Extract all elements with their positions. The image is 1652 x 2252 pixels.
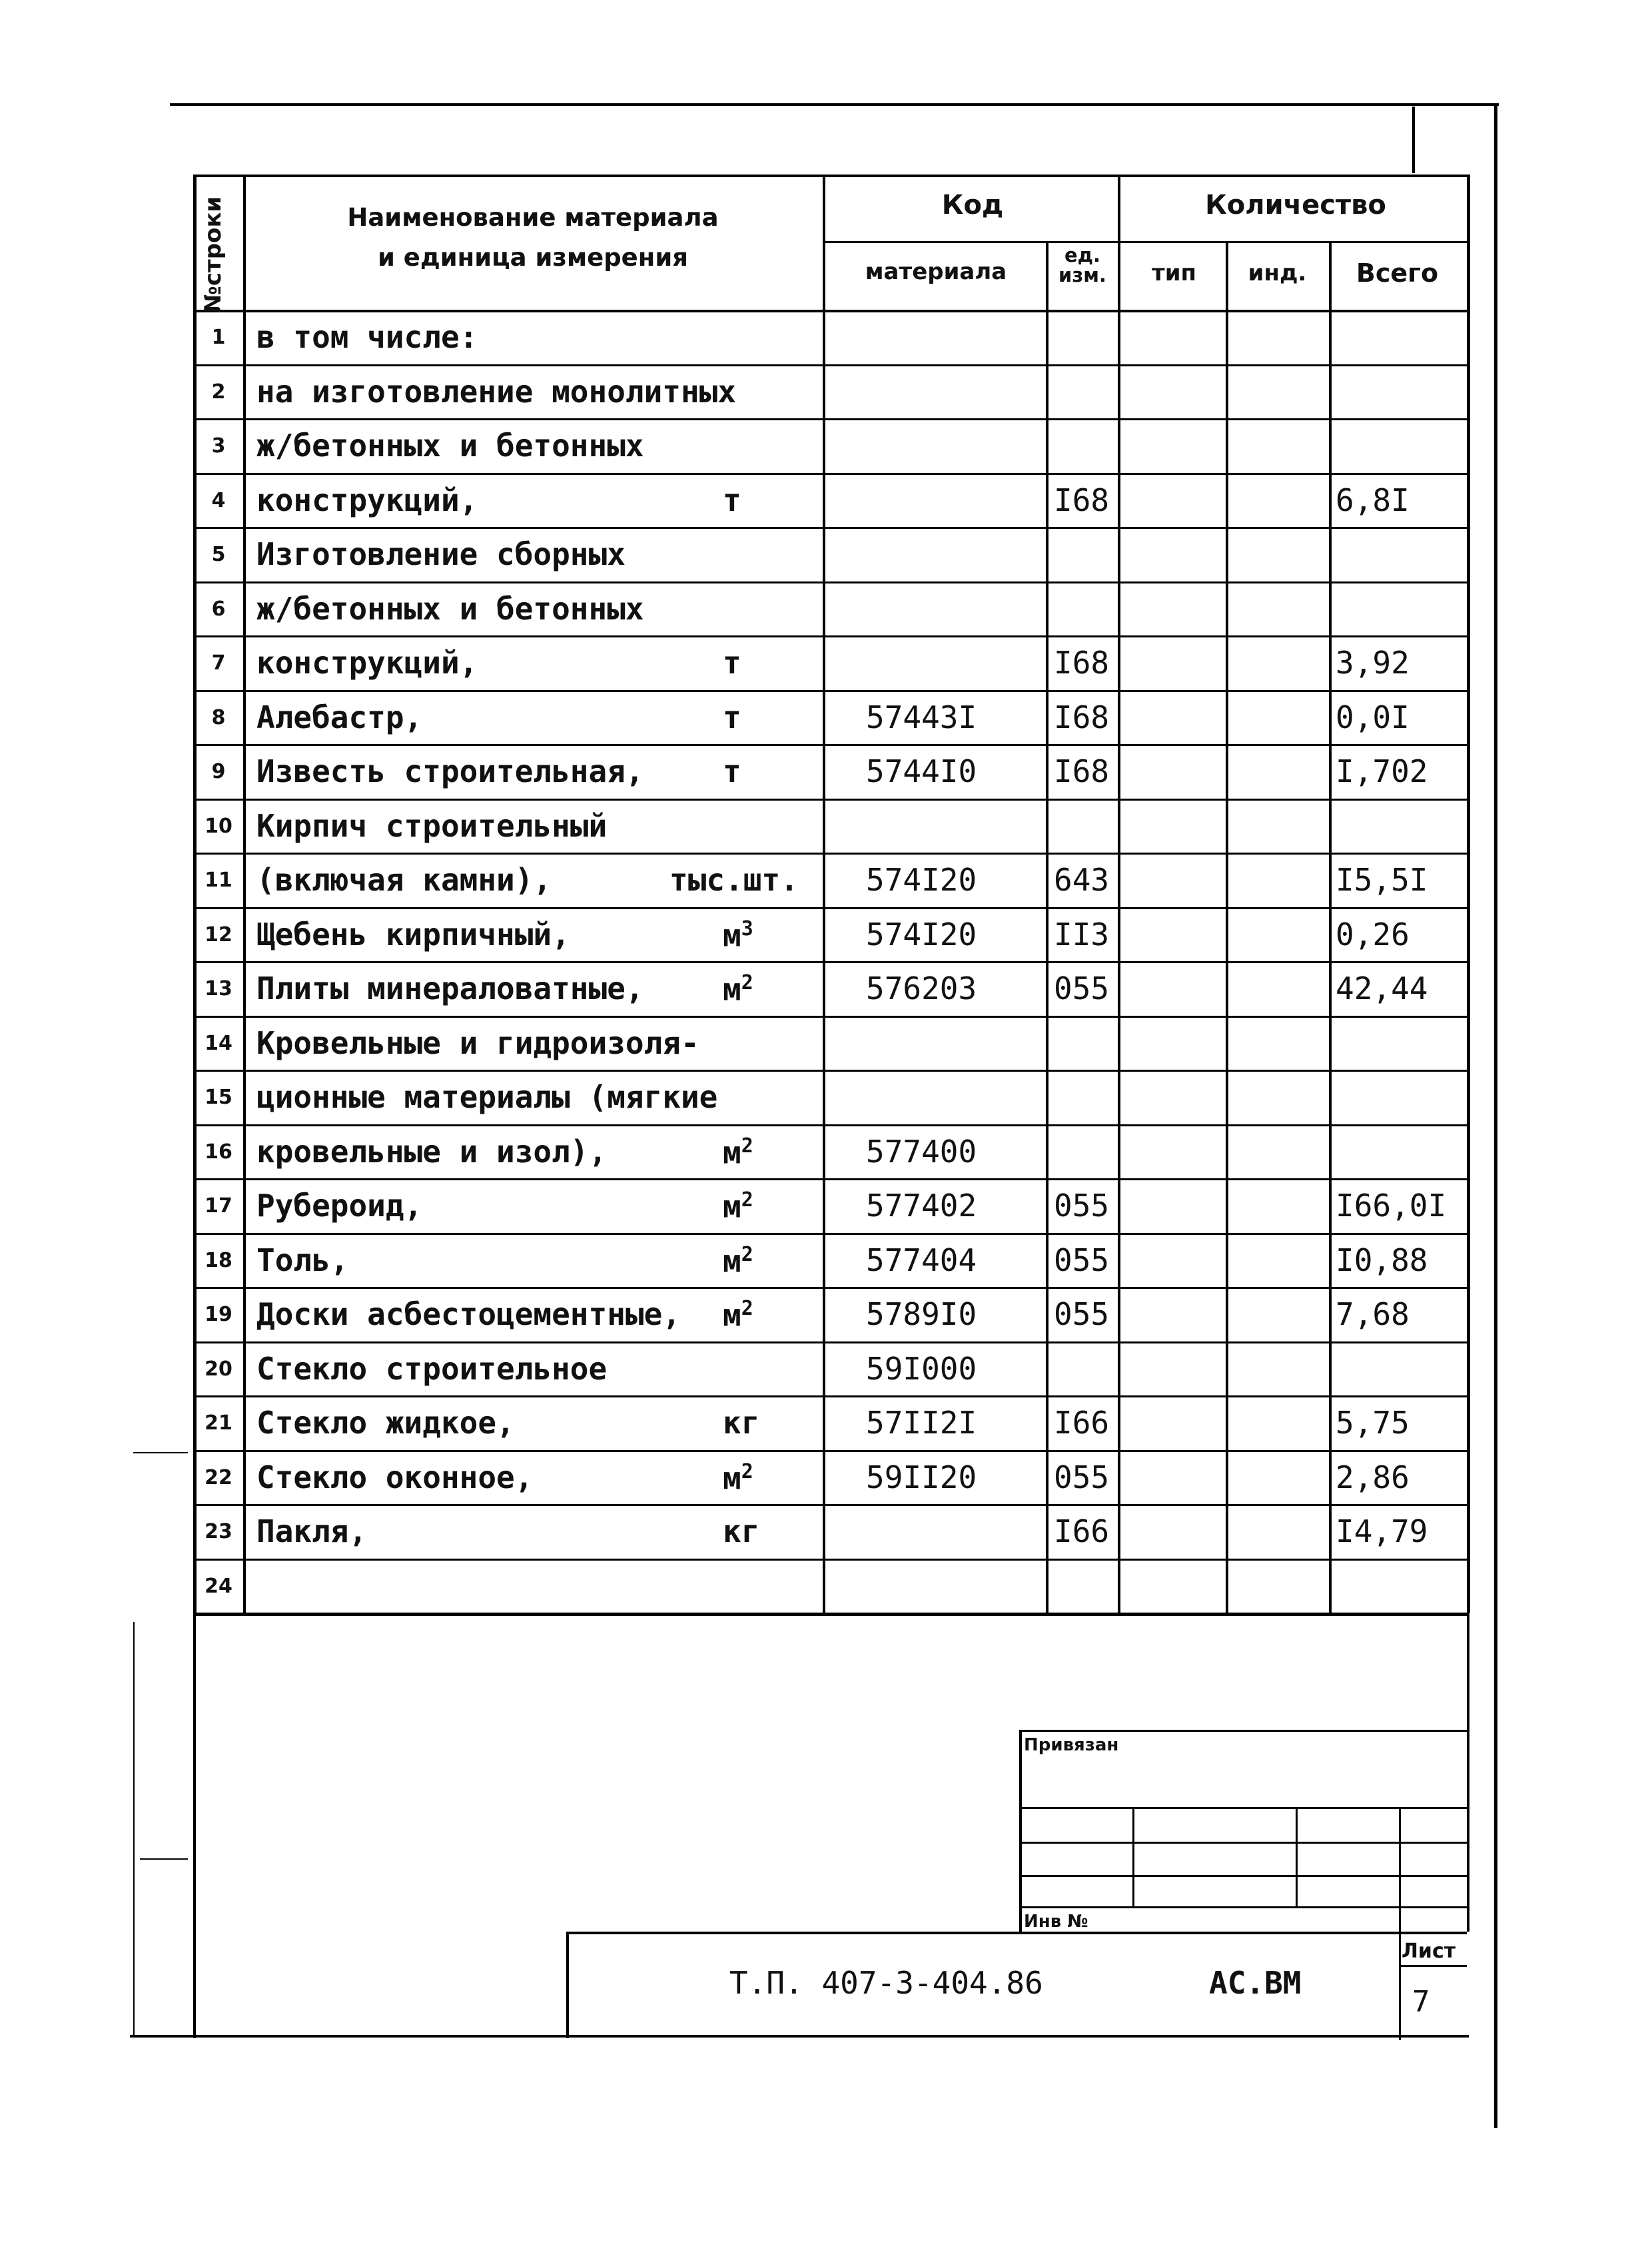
grid-name-line — [823, 175, 825, 1613]
title-inv-label: Инв № — [1024, 1912, 1088, 1932]
quantity-total: I,702 — [1336, 753, 1428, 789]
grid-row-line — [193, 744, 1467, 746]
row-number: 15 — [205, 1086, 232, 1109]
material-code: 59I000 — [866, 1350, 977, 1387]
title-mark: АС.ВМ — [1209, 1965, 1302, 2001]
quantity-total: 3,92 — [1336, 645, 1410, 681]
unit-code: 055 — [1054, 1188, 1110, 1224]
grid-right-line — [1467, 175, 1470, 1613]
unit-exponent: 2 — [741, 971, 753, 994]
unit-exponent: 2 — [741, 1188, 753, 1212]
material-name: Стекло строительное — [256, 1350, 608, 1387]
header-qty-total: Всего — [1356, 258, 1439, 288]
material-name: Кирпич строительный — [256, 807, 608, 844]
quantity-total: 6,8I — [1336, 482, 1410, 518]
material-name: ционные материалы (мягкие — [256, 1079, 718, 1115]
material-name: в том числе: — [256, 319, 478, 355]
material-unit: т — [723, 645, 741, 681]
unit-code: 055 — [1054, 1459, 1110, 1495]
unit-exponent: 2 — [741, 1134, 753, 1158]
row-number: 12 — [205, 923, 232, 946]
unit-code: 055 — [1054, 970, 1110, 1006]
material-unit: $м^3$ — [723, 917, 753, 953]
grid-bottom-line — [193, 1613, 1467, 1616]
material-unit: кг — [723, 1513, 760, 1549]
material-code: 577402 — [866, 1188, 977, 1224]
quantity-total: I5,5I — [1336, 862, 1428, 898]
material-unit: $м^2$ — [723, 1459, 753, 1496]
material-code: 57443I — [866, 699, 977, 735]
quantity-total: 42,44 — [1336, 970, 1428, 1006]
unit-exponent: 2 — [741, 1459, 753, 1483]
header-qty-type: тип — [1151, 260, 1197, 286]
unit-code: I68 — [1054, 753, 1110, 789]
row-number: 23 — [205, 1520, 232, 1543]
unit-exponent: 3 — [741, 917, 753, 940]
row-number: 20 — [205, 1357, 232, 1381]
material-name: Пакля, — [256, 1513, 368, 1549]
row-number: 2 — [211, 380, 226, 404]
quantity-total: 0,26 — [1336, 916, 1410, 952]
title-doc-code: Т.П. 407-3-404.86 — [729, 1965, 1043, 2001]
row-number: 9 — [211, 760, 226, 783]
row-number: 6 — [211, 597, 226, 621]
material-unit: т — [723, 482, 741, 518]
unit-exponent: 2 — [741, 1297, 753, 1320]
quantity-total: 0,0I — [1336, 699, 1410, 735]
row-number: 10 — [205, 814, 232, 838]
header-row-number: №строки — [200, 196, 226, 313]
header-code-unit: ед. изм. — [1058, 244, 1106, 287]
header-code-material: материала — [865, 258, 1007, 285]
grid-row-line — [193, 364, 1467, 366]
grid-rownum-line — [243, 175, 246, 1613]
grid-row-line — [193, 690, 1467, 692]
unit-code: 055 — [1054, 1242, 1110, 1278]
quantity-total: I4,79 — [1336, 1513, 1428, 1549]
unit-code: 055 — [1054, 1296, 1110, 1332]
row-number: 1 — [211, 326, 226, 349]
material-code: 57II2I — [866, 1405, 977, 1441]
grid-unit-line — [1118, 175, 1120, 1613]
header-code: Код — [941, 190, 1004, 220]
unit-code: I66 — [1054, 1513, 1110, 1549]
quantity-total: I0,88 — [1336, 1242, 1428, 1278]
unit-code: I68 — [1054, 645, 1110, 681]
material-code: 576203 — [866, 970, 977, 1006]
unit-code: 643 — [1054, 862, 1110, 898]
material-name: Кровельные и гидроизоля- — [256, 1024, 699, 1061]
material-name: (включая камни), — [256, 862, 552, 898]
row-number: 7 — [211, 651, 226, 675]
grid-header-mid-line — [823, 241, 1467, 243]
material-name: Алебастр, — [256, 699, 423, 735]
material-unit: тыс.шт. — [669, 862, 799, 898]
quantity-total: 7,68 — [1336, 1296, 1410, 1332]
row-number: 19 — [205, 1303, 232, 1326]
grid-row-line — [193, 473, 1467, 475]
grid-row-line — [193, 961, 1467, 963]
grid-row-line — [193, 1016, 1467, 1018]
grid-row-line — [193, 1450, 1467, 1452]
frame-right-line — [1467, 1613, 1469, 1932]
row-number: 14 — [205, 1031, 232, 1055]
quantity-total: 5,75 — [1336, 1405, 1410, 1441]
unit-exponent: 2 — [741, 1242, 753, 1266]
material-name: Известь строительная, — [256, 753, 644, 789]
grid-row-line — [193, 1070, 1467, 1072]
material-unit: $м^2$ — [723, 1134, 753, 1170]
material-name: конструкций, — [256, 645, 478, 681]
material-unit: $м^2$ — [723, 1242, 753, 1279]
unit-code: I66 — [1054, 1405, 1110, 1441]
quantity-total: I66,0I — [1336, 1188, 1447, 1224]
grid-row-line — [193, 1504, 1467, 1506]
header-name-line2: и единица измерения — [377, 243, 689, 272]
material-name: на изготовление монолитных — [256, 373, 737, 410]
header-name-line1: Наименование материала — [347, 203, 719, 232]
title-sheet-number: 7 — [1412, 1985, 1430, 2019]
row-number: 21 — [205, 1411, 232, 1435]
material-name: ж/бетонных и бетонных — [256, 428, 644, 464]
material-code: 577400 — [866, 1133, 977, 1170]
grid-row-line — [193, 527, 1467, 529]
material-code: 574I20 — [866, 862, 977, 898]
material-code: 574I20 — [866, 916, 977, 952]
frame-left-line — [193, 1613, 196, 2038]
row-number: 11 — [205, 869, 232, 892]
material-unit: $м^2$ — [723, 1188, 753, 1225]
material-code: 5744I0 — [866, 753, 977, 789]
grid-row-line — [193, 853, 1467, 855]
grid-row-line — [193, 1559, 1467, 1561]
material-code: 577404 — [866, 1242, 977, 1278]
material-name: Изготовление сборных — [256, 536, 625, 572]
grid-row-line — [193, 1233, 1467, 1235]
row-number: 24 — [205, 1574, 232, 1598]
grid-ind-line — [1329, 241, 1332, 1613]
quantity-total: 2,86 — [1336, 1459, 1410, 1495]
row-number: 8 — [211, 705, 226, 729]
header-qty-ind: инд. — [1248, 260, 1307, 286]
row-number: 22 — [205, 1465, 232, 1489]
material-name: Стекло оконное, — [256, 1459, 534, 1495]
grid-row-line — [193, 1178, 1467, 1180]
material-unit: $м^2$ — [723, 1297, 753, 1333]
grid-top-line — [193, 175, 1467, 177]
grid-header-bottom-line — [193, 310, 1467, 312]
grid-row-line — [193, 1395, 1467, 1397]
material-unit: кг — [723, 1405, 760, 1441]
material-name: Рубероид, — [256, 1188, 423, 1224]
header-quantity: Количество — [1205, 190, 1386, 220]
material-code: 59II20 — [866, 1459, 977, 1495]
grid-row-line — [193, 581, 1467, 583]
material-name: Щебень кирпичный, — [256, 916, 570, 952]
row-number: 16 — [205, 1140, 232, 1164]
row-number: 13 — [205, 977, 232, 1000]
grid-row-line — [193, 1341, 1467, 1343]
material-unit: т — [723, 753, 741, 789]
material-name: ж/бетонных и бетонных — [256, 590, 644, 627]
material-name: Плиты минераловатные, — [256, 970, 644, 1006]
unit-code: I68 — [1054, 699, 1110, 735]
row-number: 4 — [211, 488, 226, 512]
grid-row-line — [193, 907, 1467, 909]
grid-row-line — [193, 418, 1467, 420]
grid-type-line — [1226, 241, 1228, 1613]
grid-row-line — [193, 1287, 1467, 1289]
row-number: 17 — [205, 1194, 232, 1218]
grid-row-line — [193, 799, 1467, 801]
title-linked-label: Привязан — [1024, 1735, 1119, 1755]
material-unit: т — [723, 699, 741, 735]
material-name: Доски асбестоцементные, — [256, 1296, 681, 1332]
row-number: 5 — [211, 543, 226, 566]
row-number: 18 — [205, 1248, 232, 1272]
material-name: конструкций, — [256, 482, 478, 518]
material-name: Толь, — [256, 1242, 349, 1278]
grid-row-line — [193, 635, 1467, 637]
title-sheet-label: Лист — [1402, 1940, 1456, 1963]
material-name: кровельные и изол), — [256, 1133, 608, 1170]
unit-code: I68 — [1054, 482, 1110, 518]
material-name: Стекло жидкое, — [256, 1405, 515, 1441]
grid-row-line — [193, 1124, 1467, 1126]
material-code: 5789I0 — [866, 1296, 977, 1332]
material-unit: $м^2$ — [723, 971, 753, 1008]
unit-code: II3 — [1054, 916, 1110, 952]
grid-material-line — [1046, 241, 1048, 1613]
row-number: 3 — [211, 434, 226, 458]
